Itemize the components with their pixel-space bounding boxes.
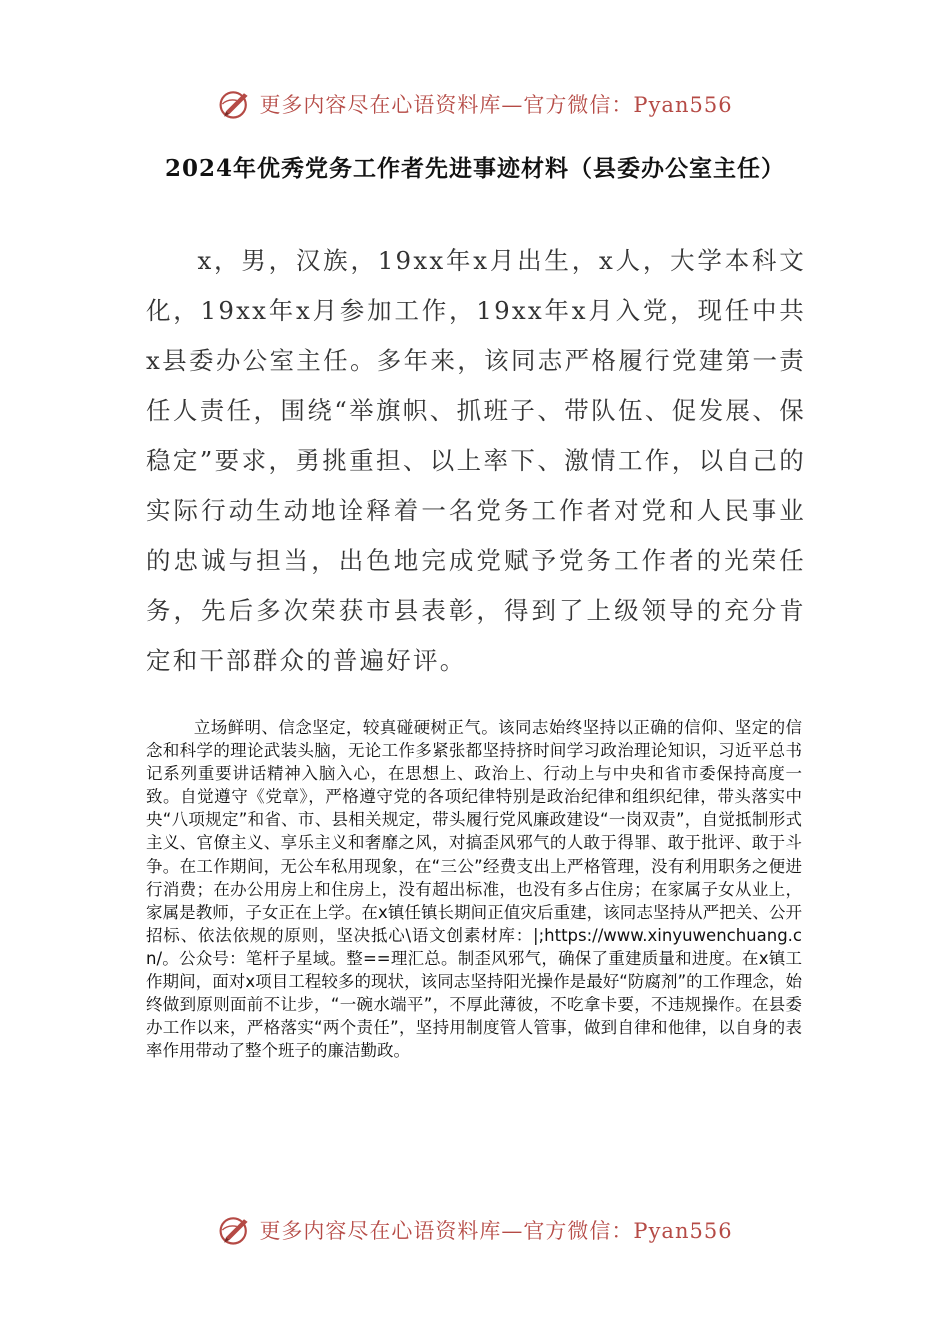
footer-banner xyxy=(0,1210,950,1250)
intro-paragraph: x，男，汉族，19xx年x月出生，x人，大学本科文化，19xx年x月参加工作，19xx年x月入党，现任中共x县委办公室主任。多年来，该同志严格履行党建第一责任人责任，围绕“举旗帜、抓班子、带队伍、促发展、保稳定”要求，勇挑重担、以上率下、激情工作，以自己的实际行动生动地诠释着一名党务工作者对党和人民事业的忠诚与担当，出色地完成党赋予党务工作者的光荣任务，先后多次荣获市县表彰，得到了上级领导的充分肯定和干部群众的普遍好评。 xyxy=(146,246,806,675)
pen-logo-icon xyxy=(217,86,253,122)
header-banner-text: 更多内容尽在心语资料库—官方微信：Pyan556 xyxy=(259,93,733,117)
pen-logo-icon xyxy=(217,1212,253,1248)
body-paragraph: 立场鲜明、信念坚定，较真碰硬树正气。该同志始终坚持以正确的信仰、坚定的信念和科学的理论武装头脑，无论工作多紧张都坚持挤时间学习政治理论知识，习近平总书记系列重要讲话精神入脑入心，在思想上、政治上、行动上与中央和省市委保持高度一致。自觉遵守《党章》，严格遵守党的各项纪律特别是政治纪律和组织纪律，带头落实中央“八项规定”和省、市、县相关规定，带头履行党风廉政建设“一岗双责”，自觉抵制形式主义、官僚主义、享乐主义和奢靡之风，对搞歪风邪气的人敢于得罪、敢于批评、敢于斗争。在工作期间，无公车私用现象，在“三公”经费支出上严格管理，没有利用职务之便进行消费；在办公用房上和住房上，没有超出标准，也没有多占住房；在家属子女从业上，家属是教师，子女正在上学。在x镇任镇长期间正值灾后重建，该同志坚持从严把关、公开招标、依法依规的原则，坚决抵心\语文创素材库：|;https://www.xinyuwenchuang.cn/。公众号：笔杆子星域。整==理汇总。制歪风邪气，确保了重建质量和进度。在x镇工作期间，面对x项目工程较多的现状，该同志坚持阳光操作是最好“防腐剂”的工作理念，始终做到原则面前不让步，“一碗水端平”，不厚此薄彼，不吃拿卡要，不违规操作。在县委办工作以来，严格落实“两个责任”，坚持用制度管人管事，做到自律和他律，以自身的表率作用带动了整个班子的廉洁勤政。 xyxy=(146,718,802,1061)
footer-banner-text: 更多内容尽在心语资料库—官方微信：Pyan556 xyxy=(259,1219,733,1243)
header-banner xyxy=(0,84,950,124)
document-title: 2024年优秀党务工作者先进事迹材料（县委办公室主任） xyxy=(164,155,785,182)
